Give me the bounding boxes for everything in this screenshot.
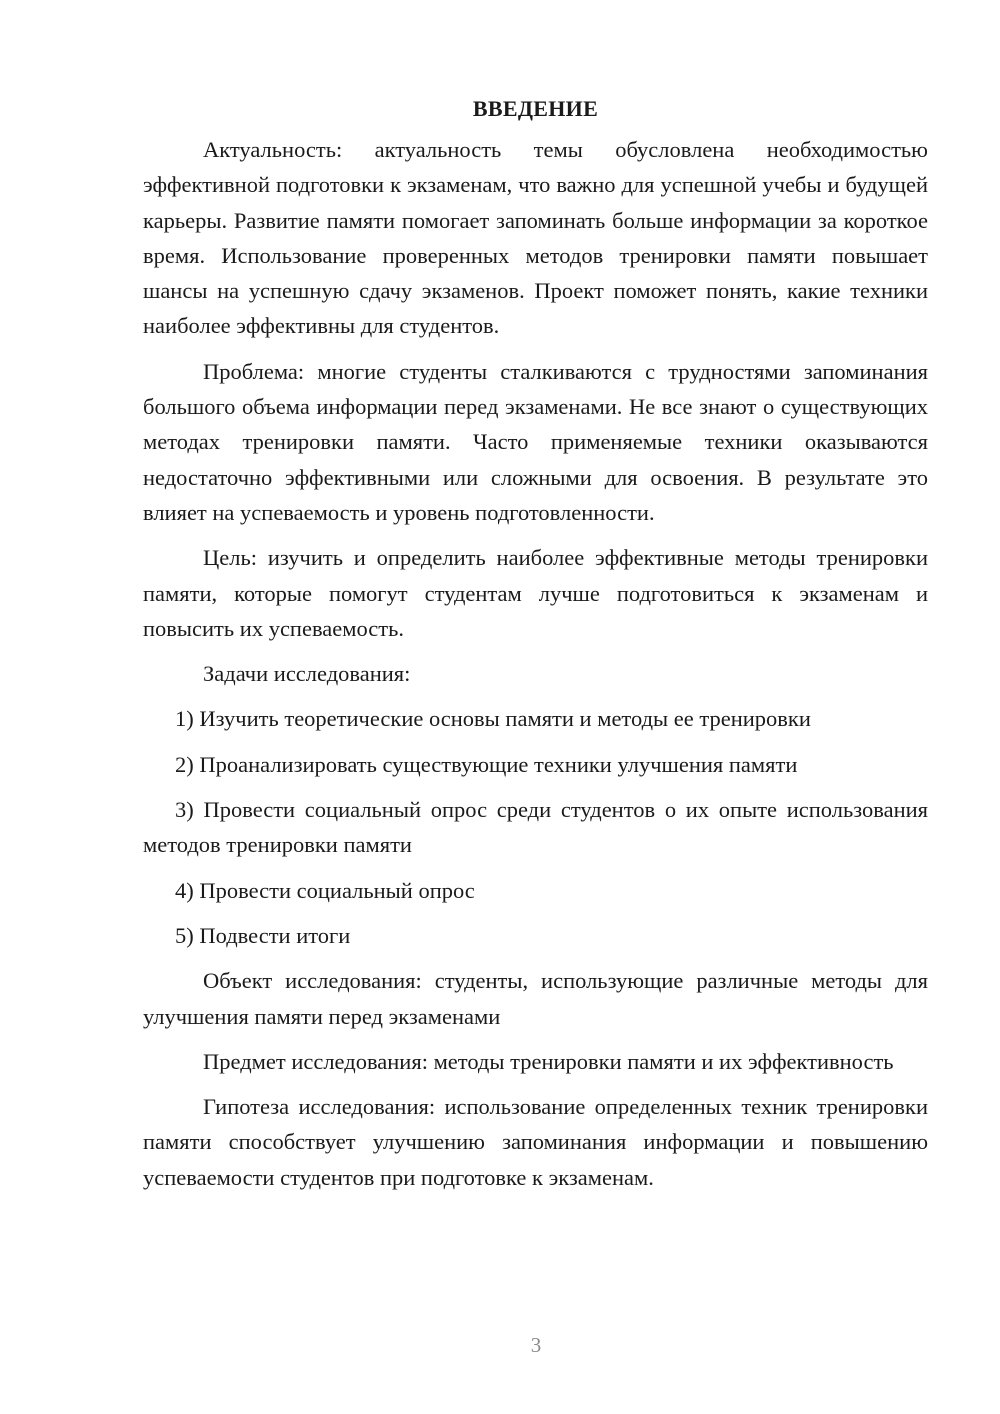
task-item-4: 4) Провести социальный опрос — [175, 877, 475, 903]
research-subject-paragraph: Предмет исследования: методы тренировки памяти и их эффективность — [203, 1048, 894, 1074]
research-hypothesis-paragraph: Гипотеза исследования: использование определенных техник тренировки памяти способствует улучшению запоминания информации и повышению успеваемости студентов при подготовке к экзаменам. — [143, 1094, 928, 1190]
page-title: ВВЕДЕНИЕ — [472, 96, 599, 121]
problem-paragraph: Проблема: многие студенты сталкиваются с трудностями запоминания большого объема информации перед экзаменами. Не все знают о существующих методах тренировки памяти. Часто применяемые техники оказываются недостаточно эффективными или сложными для освоения. В результате это влияет на успеваемость и уровень подготовленности. — [143, 358, 928, 525]
task-item-2: 2) Проанализировать существующие техники улучшения памяти — [175, 751, 798, 777]
research-object-paragraph: Объект исследования: студенты, использующие различные методы для улучшения памяти перед экзаменами — [143, 968, 928, 1029]
page-content — [143, 90, 928, 1205]
task-item-5: 5) Подвести итоги — [175, 922, 351, 948]
task-item-1: 1) Изучить теоретические основы памяти и методы ее тренировки — [175, 706, 811, 732]
task-item-3: 3) Провести социальный опрос среди студентов о их опыте использования методов тренировки памяти — [143, 797, 928, 858]
page-number: 3 — [530, 1333, 542, 1357]
relevance-paragraph: Актуальность: актуальность темы обусловлена необходимостью эффективной подготовки к экзаменам, что важно для успешной учебы и будущей карьеры. Развитие памяти помогает запоминать больше информации за короткое время. Использование проверенных методов тренировки памяти повышает шансы на успешную сдачу экзаменов. Проект поможет понять, какие техники наиболее эффективны для студентов. — [143, 137, 928, 339]
goal-paragraph: Цель: изучить и определить наиболее эффективные методы тренировки памяти, которые помогут студентам лучше подготовиться к экзаменам и повысить их успеваемость. — [143, 545, 928, 641]
tasks-heading: Задачи исследования: — [203, 661, 411, 687]
